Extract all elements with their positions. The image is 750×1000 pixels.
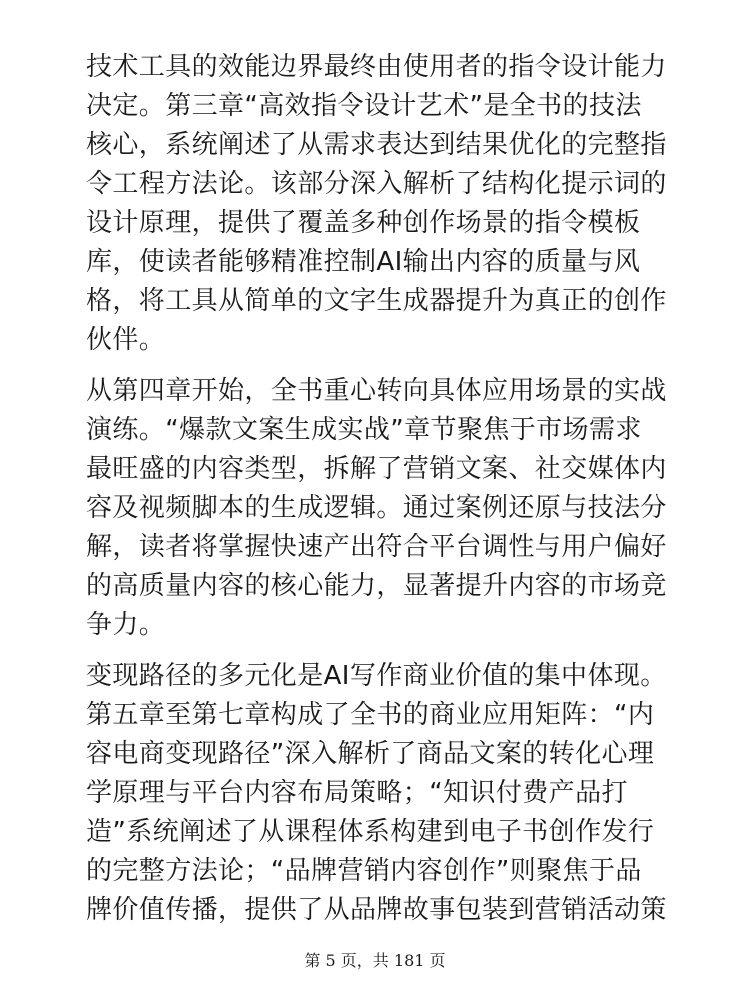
paragraph-3 (86, 657, 686, 930)
text-line: 造”系统阐述了从课程体系构建到电子书创作发行 (86, 817, 655, 847)
paragraph-1 (86, 48, 686, 360)
text-line: 演练。“爆款文案生成实战”章节聚焦于市场需求 (86, 415, 642, 445)
text-line: 容电商变现路径”深入解析了商品文案的转化心理 (86, 739, 655, 769)
text-line: 格，将工具从简单的文字生成器提升为真正的创作 (86, 286, 667, 316)
text-line: 设计原理，提供了覆盖多种创作场景的指令模板 (86, 208, 641, 238)
text-line: 决定。第三章“高效指令设计艺术”是全书的技法 (86, 91, 642, 121)
text-line: 的高质量内容的核心能力，显著提升内容的市场竞 (86, 571, 667, 601)
text-line: 技术工具的效能边界最终由使用者的指令设计能力 (86, 52, 667, 82)
text-line: 学原理与平台内容布局策略；“知识付费产品打 (86, 778, 628, 808)
body-text (86, 48, 686, 942)
page-footer: 第 5 页，共 181 页 (304, 951, 446, 970)
text-line: 牌价值传播，提供了从品牌故事包装到营销活动策 (86, 895, 667, 925)
text-line: 第五章至第七章构成了全书的商业应用矩阵：“内 (86, 700, 655, 730)
text-line: 的完整方法论；“品牌营销内容创作”则聚焦于品 (86, 856, 642, 886)
text-line: 解，读者将掌握快速产出符合平台调性与用户偏好 (86, 532, 667, 562)
text-line: 令工程方法论。该部分深入解析了结构化提示词的 (86, 169, 667, 199)
paragraph-2 (86, 372, 686, 645)
text-line: 最旺盛的内容类型，拆解了营销文案、社交媒体内 (86, 454, 667, 484)
text-line: 容及视频脚本的生成逻辑。通过案例还原与技法分 (86, 493, 667, 523)
text-line: 核心，系统阐述了从需求表达到结果优化的完整指 (86, 130, 667, 160)
text-line: 库，使读者能够精准控制AI输出内容的质量与风 (86, 247, 641, 277)
text-line: 变现路径的多元化是AI写作商业价值的集中体现。 (86, 661, 667, 691)
text-line: 伙伴。 (86, 325, 166, 355)
text-line: 从第四章开始，全书重心转向具体应用场景的实战 (86, 376, 667, 406)
text-line: 争力。 (86, 610, 166, 640)
